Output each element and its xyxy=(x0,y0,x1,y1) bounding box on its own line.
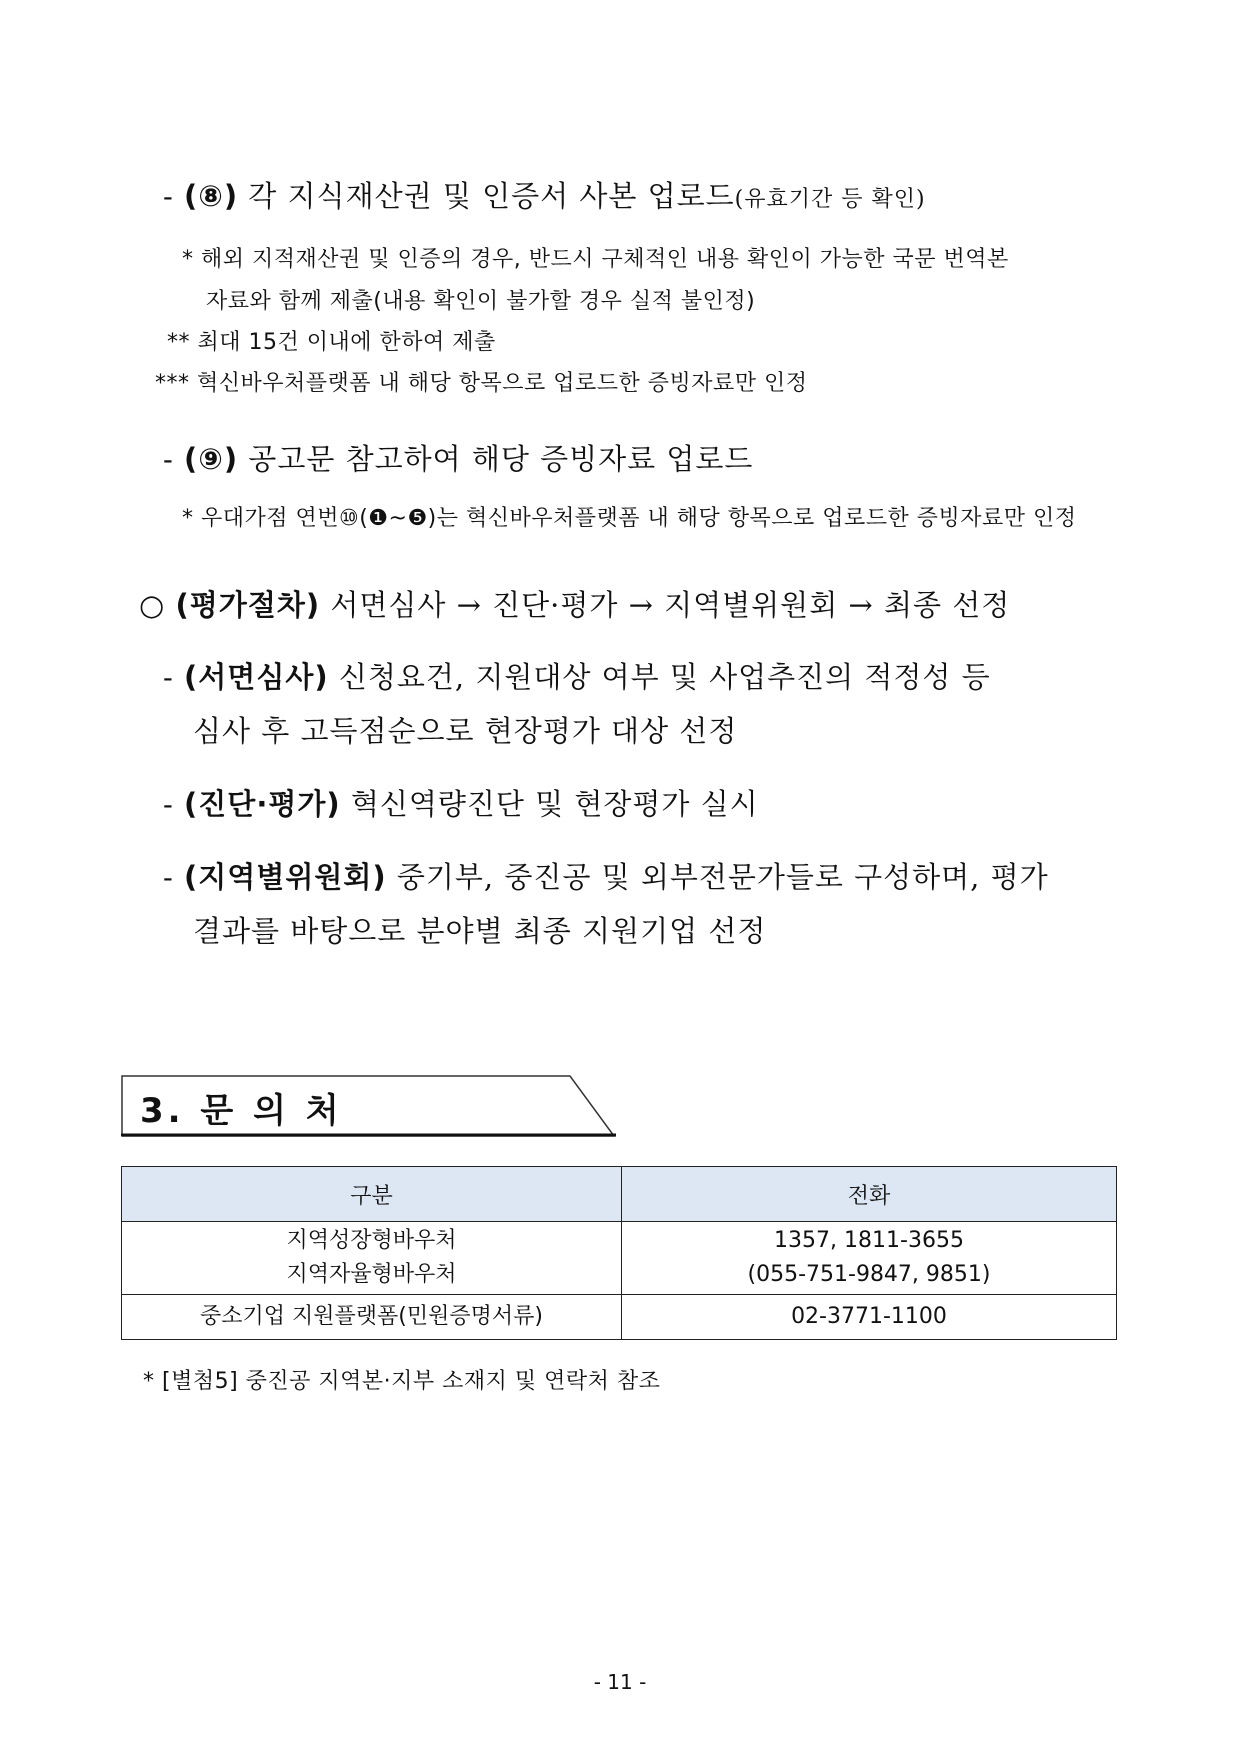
item-8-note-2: ** 최대 15건 이내에 한하여 제출 xyxy=(167,330,496,355)
procedure-step-1: - (서면심사) 신청요건, 지원대상 여부 및 사업추진의 적정성 등 xyxy=(163,660,991,694)
contact-table xyxy=(121,1166,1117,1340)
item-8-note-3: *** 혁신바우처플랫폼 내 해당 항목으로 업로드한 증빙자료만 인정 xyxy=(155,371,808,396)
item-8-tag: (⑧) xyxy=(184,179,239,213)
phone-cell xyxy=(622,1222,1117,1295)
phone-line-2: (055-751-9847, 9851) xyxy=(747,1262,991,1287)
procedure-step-1-line-1: 신청요건, 지원대상 여부 및 사업추진의 적정성 등 xyxy=(328,660,991,694)
procedure-label: (평가절차) xyxy=(175,588,321,622)
item-9-note: * 우대가점 연번⑩(❶~❺)는 혁신바우처플랫폼 내 해당 항목으로 업로드한 증빙자료만 인정 xyxy=(182,506,1077,531)
phone-cell: 02-3771-1100 xyxy=(622,1295,1117,1340)
procedure-step-3-line-1: 중기부, 중진공 및 외부전문가들로 구성하며, 평가 xyxy=(386,860,1049,894)
header-category: 구분 xyxy=(122,1167,622,1222)
procedure-bullet: ○ xyxy=(139,588,176,622)
section-3-title: 3. 문 의 처 xyxy=(140,1091,343,1131)
procedure-step-2: - (진단·평가) 혁신역량진단 및 현장평가 실시 xyxy=(163,787,759,821)
procedure-step-2-label: (진단·평가) xyxy=(184,787,341,821)
item-9-marker: - xyxy=(163,442,185,476)
item-9-text: 공고문 참고하여 해당 증빙자료 업로드 xyxy=(238,442,754,476)
section-3-footnote: * [별첨5] 중진공 지역본·지부 소재지 및 연락처 참조 xyxy=(143,1369,661,1394)
procedure-line xyxy=(139,583,1010,624)
header-phone: 전화 xyxy=(622,1167,1117,1222)
procedure-step-3-line-2: 결과를 바탕으로 분야별 최종 지원기업 선정 xyxy=(193,914,767,948)
phone-line-1: 1357, 1811-3655 xyxy=(774,1228,964,1253)
item-8-note-1-line-1: * 해외 지적재산권 및 인증의 경우, 반드시 구체적인 내용 확인이 가능한 국문 번역본 xyxy=(182,247,1009,272)
item-9 xyxy=(163,437,753,478)
item-8-note-1-line-2: 자료와 함께 제출(내용 확인이 불가할 경우 실적 불인정) xyxy=(206,289,756,314)
page-number: - 11 - xyxy=(593,1670,647,1694)
procedure-step-2-line-1: 혁신역량진단 및 현장평가 실시 xyxy=(340,787,759,821)
category-line-2: 지역자율형바우처 xyxy=(286,1262,457,1287)
item-8-paren: (유효기간 등 확인) xyxy=(734,187,926,212)
category-cell xyxy=(122,1222,622,1295)
table-header-row xyxy=(122,1167,1117,1222)
item-8 xyxy=(163,174,926,215)
category-cell: 중소기업 지원플랫폼(민원증명서류) xyxy=(122,1295,622,1340)
procedure-step-3: - (지역별위원회) 중기부, 중진공 및 외부전문가들로 구성하며, 평가 xyxy=(163,860,1049,894)
procedure-step-1-line-2: 심사 후 고득점순으로 현장평가 대상 선정 xyxy=(193,714,738,748)
item-8-text: 각 지식재산권 및 인증서 사본 업로드 xyxy=(238,179,735,213)
procedure-step-3-label: (지역별위원회) xyxy=(184,860,387,894)
table-row xyxy=(122,1295,1117,1340)
category-line-1: 지역성장형바우처 xyxy=(286,1228,457,1253)
table-row xyxy=(122,1222,1117,1295)
procedure-text: 서면심사 → 진단·평가 → 지역별위원회 → 최종 선정 xyxy=(320,588,1011,622)
procedure-step-1-label: (서면심사) xyxy=(184,660,329,694)
item-8-marker: - xyxy=(163,179,185,213)
item-9-tag: (⑨) xyxy=(184,442,239,476)
